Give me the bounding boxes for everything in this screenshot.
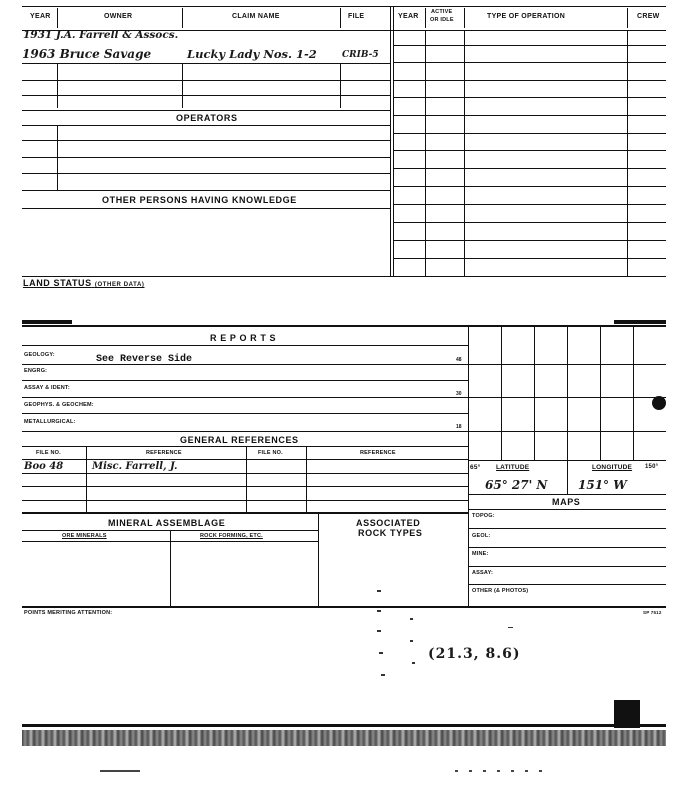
owner-col-rule [182,63,183,108]
owner-row-rule [22,63,390,64]
longitude-value: 151° W [578,478,627,492]
operation-row-rule [393,240,666,241]
reports-top-rule [22,325,666,327]
header-active: ACTIVE [431,9,453,15]
row-number-30: 30 [456,391,462,397]
latitude-tick-label: 65° [470,464,481,471]
row-number-18: 18 [456,424,462,430]
scan-speckle [381,674,385,676]
main-separator [393,6,394,276]
operation-row-rule [393,45,666,46]
header-claim-name: CLAIM NAME [232,13,280,20]
reference-misc-farrell: Misc. Farrell, J. [92,461,178,472]
header-top-rule [22,6,666,7]
grid-row [468,364,666,365]
reports-right-border [468,325,469,606]
maps-rule [468,547,666,548]
maps-heading: MAPS [552,497,581,507]
maps-rule [468,509,666,510]
latitude-value: 65° 27' N [485,478,548,492]
owner-row-rule [22,95,390,96]
mineral-col-rule [318,512,319,606]
references-rule [22,500,468,501]
grid-col [600,325,601,460]
rock-types-heading: ROCK TYPES [358,528,423,538]
owner-col-rule [340,63,341,108]
scan-speckle [377,610,381,612]
grid-row [468,397,666,398]
ownership-entry-1931: 1931 J.A. Farrell & Assocs. [23,29,179,41]
claim-name-lucky-lady: Lucky Lady Nos. 1-2 [187,47,317,61]
operation-row-rule [393,186,666,187]
ownership-entry-1963: 1963 Bruce Savage [22,47,152,61]
operation-row-rule [393,115,666,116]
operators-col-rule [57,125,58,190]
operators-rule [22,157,390,158]
header-type-of-operation: TYPE OF OPERATION [487,13,566,20]
operation-row-rule [393,133,666,134]
operation-row-rule [393,204,666,205]
rock-forming-label: ROCK FORMING, ETC. [200,533,263,539]
grid-col [567,325,568,460]
header-crew: CREW [637,13,660,20]
header-divider [340,8,341,28]
references-bottom-rule [22,512,468,514]
scan-artifact-band [614,320,666,324]
operation-col-rule [464,30,465,276]
scan-speckle [377,630,381,632]
references-rule [22,459,468,460]
land-status-label: LAND STATUS [23,278,92,288]
operation-col-rule [627,30,628,276]
scan-artifact-band [22,320,72,324]
operation-row-rule [393,80,666,81]
grid-row [468,431,666,432]
references-col-rule [246,446,247,512]
file-crib-5: CRIB-5 [342,50,379,60]
points-meriting-attention: POINTS MERITING ATTENTION: [24,610,113,616]
other-persons-heading: OTHER PERSONS HAVING KNOWLEDGE [102,195,297,205]
land-status-heading [23,278,145,288]
references-col-rule [306,446,307,512]
mineral-assemblage-heading: MINERAL ASSEMBLAGE [108,518,226,528]
reports-rule [22,345,468,346]
operation-row-rule [393,222,666,223]
scan-speckle [379,652,383,654]
longitude-tick-label: 150° [645,464,659,470]
reference-file-boo-48: Boo 48 [24,461,64,472]
references-file-no-2: FILE NO. [258,450,283,456]
header-file: FILE [348,13,365,20]
header-divider [627,8,628,28]
operation-row-rule [393,150,666,151]
references-file-no: FILE NO. [36,450,61,456]
longitude-label: LONGITUDE [592,464,633,471]
operation-row-rule [393,168,666,169]
mineral-col-rule [170,530,171,606]
persons-rule [22,208,390,209]
references-rule [22,446,468,447]
references-rule [22,486,468,487]
operation-row-rule [393,62,666,63]
header-divider [182,8,183,28]
operators-heading: OPERATORS [176,113,238,123]
general-references-heading: GENERAL REFERENCES [180,435,299,445]
mine-label: MINE: [472,551,489,557]
owner-row-rule [22,80,390,81]
operators-rule [22,125,390,126]
persons-top-rule [22,190,390,191]
geol-label: GEOL: [472,533,491,539]
header-owner: OWNER [104,13,133,20]
maps-rule [468,528,666,529]
header-divider [57,8,58,28]
operation-col-rule [425,30,426,276]
header-divider [464,8,465,28]
top-section-bottom-rule [22,276,666,277]
associated-heading: ASSOCIATED [356,518,421,528]
scan-artifact-dots [100,770,140,772]
reports-rule [22,380,468,381]
reports-rule [22,397,468,398]
geology-value: See Reverse Side [96,354,193,365]
operators-rule [22,173,390,174]
scan-speckle [412,662,415,664]
reports-rule [22,431,468,432]
metallurgical-label: METALLURGICAL: [24,419,76,425]
latlon-divider [567,460,568,494]
references-col-rule [86,446,87,512]
header-divider [425,8,426,28]
maps-rule [468,566,666,567]
main-separator [390,6,391,276]
assay-label: ASSAY & IDENT: [24,385,70,391]
assay-map-label: ASSAY: [472,570,494,576]
engrg-label: ENGRG: [24,368,48,374]
header-year: YEAR [30,13,51,20]
topog-label: TOPOG: [472,513,495,519]
other-photos-label: OTHER (& PHOTOS) [472,588,529,594]
geology-label: GEOLOGY: [24,352,55,358]
binder-hole [652,396,666,410]
operators-rule [22,140,390,141]
scan-speckle [508,627,513,628]
row-number-48: 48 [456,357,462,363]
handwritten-coordinates: (21.3, 8.6) [428,646,521,662]
form-number: SP 7512 [643,610,662,615]
references-reference-2: REFERENCE [360,450,396,456]
grid-col [633,325,634,460]
grid-col [534,325,535,460]
references-reference: REFERENCE [146,450,182,456]
reports-heading: R E P O R T S [210,333,277,343]
scan-artifact-block [614,700,640,728]
header-or-idle: OR IDLE [430,17,454,23]
latlon-rule [468,494,666,495]
operators-top-rule [22,110,390,111]
form-bottom-rule [22,606,666,608]
scan-speckle [377,590,381,592]
maps-rule [468,584,666,585]
latitude-label: LATITUDE [496,464,530,471]
header-year-2: YEAR [398,13,419,20]
scan-artifact-strip [22,724,666,727]
operation-row-rule [393,258,666,259]
scan-speckle [410,640,413,642]
references-rule [22,473,468,474]
scan-artifact-dots [455,770,545,772]
ore-minerals-label: ORE MINERALS [62,533,107,539]
scan-artifact-strip [22,730,666,746]
reports-rule [22,413,468,414]
reports-rule [22,364,468,365]
land-status-sub: (OTHER DATA) [94,282,145,288]
operation-row-rule [393,97,666,98]
geophys-label: GEOPHYS. & GEOCHEM: [24,402,94,408]
grid-col [501,325,502,460]
owner-col-rule [57,63,58,108]
scan-speckle [410,618,413,620]
